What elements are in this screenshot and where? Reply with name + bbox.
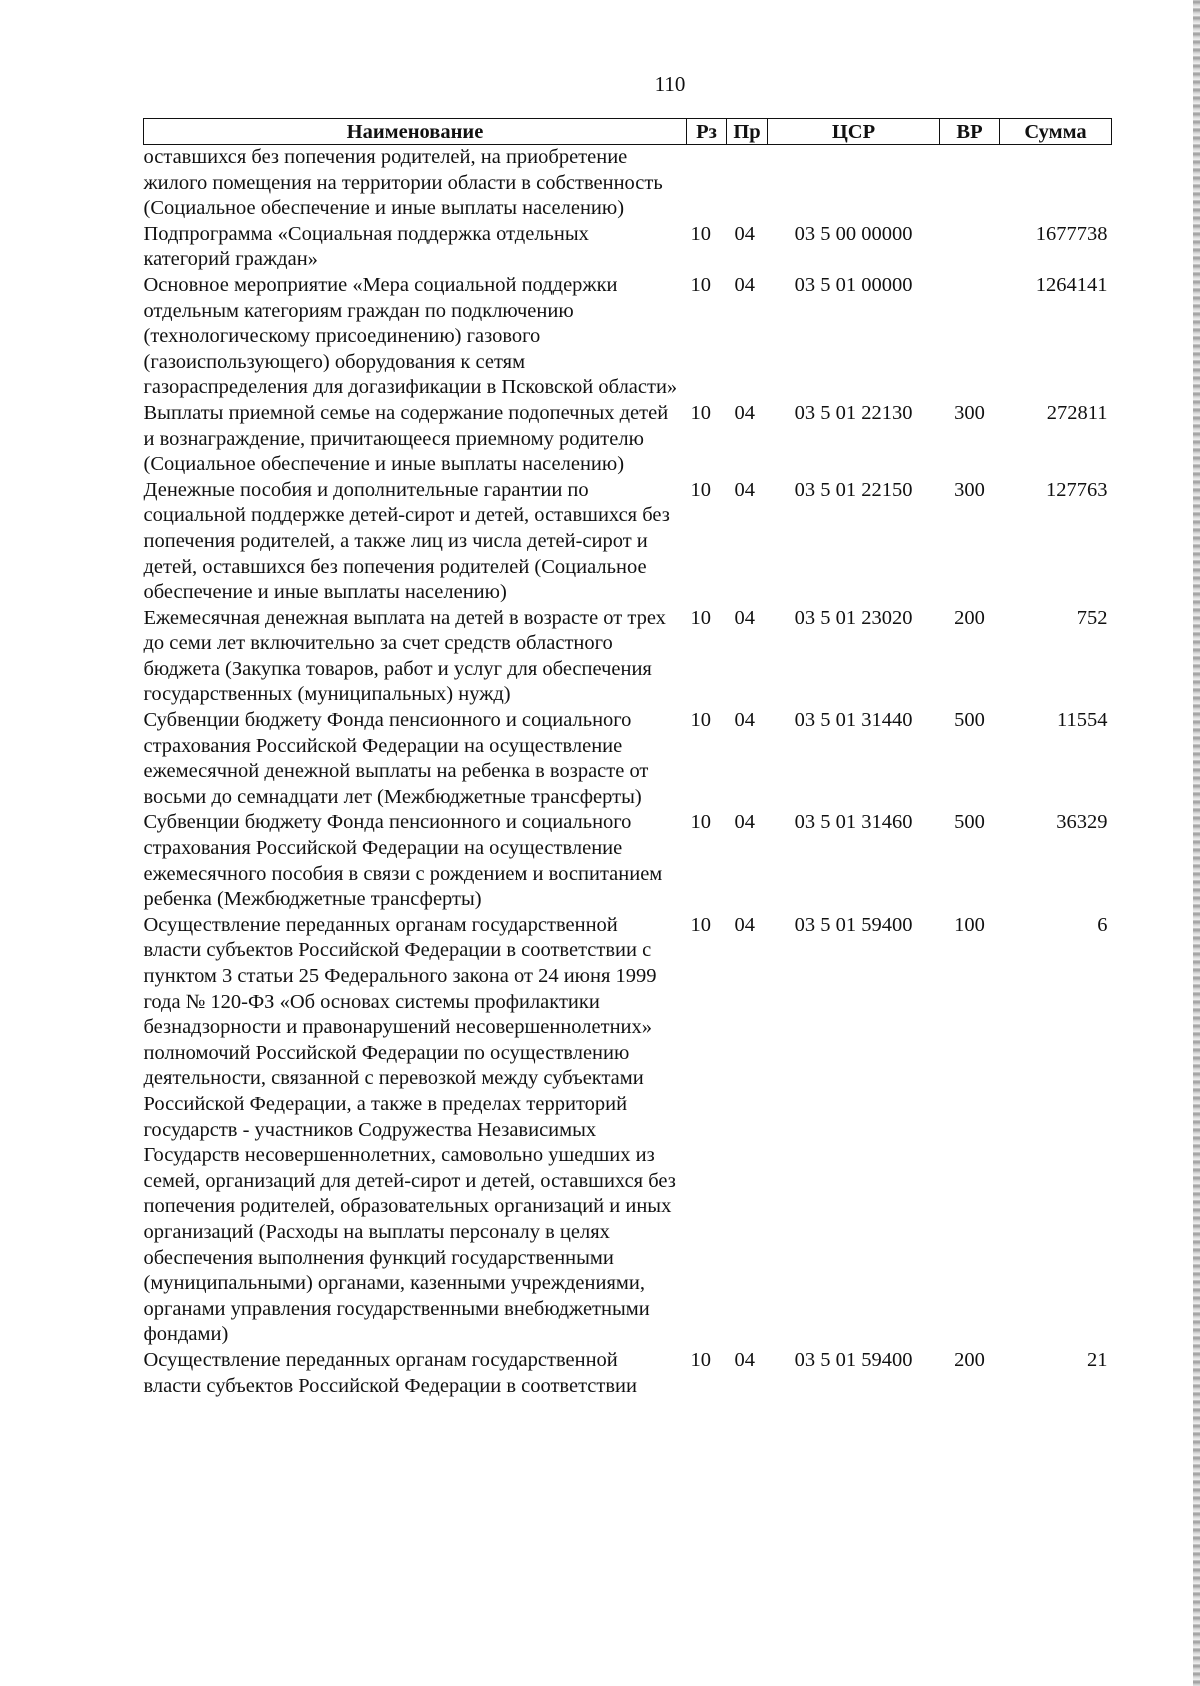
table-row [144, 222, 1112, 273]
row-name: Денежные пособия и дополнительные гарантии по социальной поддержке детей-сирот и детей, оставшихся без попечения родителей, а также лиц из числа детей-сирот и детей, оставшихся без попечения родителей (Социальное обеспечение и иные выплаты населению) [143, 478, 670, 604]
row-vr [940, 273, 1000, 401]
row-sum: 1677738 [1035, 222, 1108, 245]
scan-edge [1193, 0, 1200, 1686]
row-sum: 752 [1076, 606, 1108, 629]
row-vr: 100 [954, 913, 985, 936]
table-row [144, 708, 1112, 810]
row-csr: 03 5 01 00000 [794, 273, 913, 296]
table-row [144, 145, 1112, 222]
row-rz: 10 [690, 709, 711, 732]
header-sum: Сумма [1000, 119, 1112, 145]
row-pr: 04 [734, 222, 755, 245]
row-pr: 04 [734, 709, 755, 732]
row-csr [768, 145, 940, 222]
row-name: Ежемесячная денежная выплата на детей в возрасте от трех до семи лет включительно за счет средств областного бюджета (Закупка товаров, работ и услуг для обеспечения государственных (муниципальных) нужд) [143, 606, 666, 706]
table-row [144, 1348, 1112, 1399]
row-name: Выплаты приемной семье на содержание подопечных детей и вознаграждение, причитающееся приемному родителю (Социальное обеспечение и иные выплаты населению) [143, 401, 669, 476]
row-pr: 04 [734, 478, 755, 501]
row-csr: 03 5 00 00000 [794, 222, 913, 245]
row-rz: 10 [690, 401, 711, 424]
table-header [144, 119, 1112, 145]
row-vr [940, 222, 1000, 273]
header-row [144, 119, 1112, 145]
row-sum: 11554 [1057, 709, 1108, 732]
row-rz [687, 145, 727, 222]
row-name: оставшихся без попечения родителей, на приобретение жилого помещения на территории области в собственность (Социальное обеспечение и иные выплаты населению) [143, 146, 663, 220]
row-rz: 10 [690, 222, 711, 245]
row-csr: 03 5 01 31460 [794, 811, 913, 834]
row-name: Основное мероприятие «Мера социальной поддержки отдельным категориям граждан по подключению (технологическому присоединению) газового (газоиспользующего) оборудования к сетям газораспределения для догазификации в Псковской области» [143, 273, 678, 399]
row-pr: 04 [734, 401, 755, 424]
header-rz: Рз [687, 119, 727, 145]
row-rz: 10 [690, 273, 711, 296]
row-sum: 21 [1087, 1348, 1108, 1371]
row-rz: 10 [690, 913, 711, 936]
row-vr: 300 [954, 401, 985, 424]
row-csr: 03 5 01 59400 [794, 913, 913, 936]
row-pr: 04 [734, 606, 755, 629]
row-name: Осуществление переданных органам государственной власти субъектов Российской Федерации в соответствии с пунктом 3 статьи 25 Федерального закона от 24 июня 1999 года № 120-ФЗ «Об основах системы профилактики безнадзорности и правонарушений несовершеннолетних» полномочий Российской Федерации по осуществлению деятельности, связанной с перевозкой между субъектами Российской Федерации, а также в пределах территорий государств - участников Содружества Независимых Государств несовершеннолетних, самовольно ушедших из семей, организаций для детей-сирот и детей, оставшихся без попечения родителей, образовательных организаций и иных организаций (Расходы на выплаты персоналу в целях обеспечения выполнения функций государственными (муниципальными) органами, казенными учреждениями, органами управления государственными внебюджетными фондами) [143, 913, 676, 1346]
table-row [144, 606, 1112, 708]
row-sum: 127763 [1046, 478, 1108, 501]
header-vr: ВР [940, 119, 1000, 145]
budget-table [143, 118, 1112, 1399]
row-csr: 03 5 01 31440 [794, 709, 913, 732]
row-sum: 1264141 [1035, 273, 1108, 296]
row-name: Субвенции бюджету Фонда пенсионного и социального страхования Российской Федерации на осуществление ежемесячного пособия в связи с рождением и воспитанием ребенка (Межбюджетные трансферты) [143, 811, 663, 911]
row-csr: 03 5 01 23020 [794, 606, 913, 629]
table-row [144, 913, 1112, 1348]
row-rz: 10 [690, 1348, 711, 1371]
header-csr: ЦСР [768, 119, 940, 145]
table-row [144, 810, 1112, 912]
row-pr [727, 145, 768, 222]
row-csr: 03 5 01 22130 [794, 401, 913, 424]
table-row [144, 478, 1112, 606]
row-name: Субвенции бюджету Фонда пенсионного и социального страхования Российской Федерации на осуществление ежемесячной денежной выплаты на ребенка в возрасте от восьми до семнадцати лет (Межбюджетные трансферты) [143, 709, 649, 808]
row-pr: 04 [734, 1348, 755, 1371]
row-sum: 6 [1097, 913, 1108, 936]
row-rz: 10 [690, 811, 711, 834]
row-vr: 500 [954, 709, 985, 732]
row-csr: 03 5 01 59400 [794, 1348, 913, 1371]
page-number: 110 [654, 72, 686, 96]
table-row [144, 273, 1112, 401]
row-vr: 500 [954, 811, 985, 834]
row-pr: 04 [734, 913, 755, 936]
row-rz: 10 [690, 606, 711, 629]
row-vr: 200 [954, 606, 985, 629]
table-row [144, 401, 1112, 478]
row-vr: 200 [954, 1348, 985, 1371]
row-sum [1000, 145, 1112, 222]
row-sum: 272811 [1046, 401, 1108, 424]
row-name: Осуществление переданных органам государственной власти субъектов Российской Федерации в соответствии [143, 1348, 637, 1397]
row-vr: 300 [954, 478, 985, 501]
row-csr: 03 5 01 22150 [794, 478, 913, 501]
row-sum: 36329 [1056, 811, 1108, 834]
header-pr: Пр [727, 119, 768, 145]
row-rz: 10 [690, 478, 711, 501]
row-pr: 04 [734, 811, 755, 834]
header-name: Наименование [144, 119, 687, 145]
row-name: Подпрограмма «Социальная поддержка отдельных категорий граждан» [143, 222, 589, 271]
row-pr: 04 [734, 273, 755, 296]
row-vr [940, 145, 1000, 222]
table-body [144, 145, 1112, 1400]
